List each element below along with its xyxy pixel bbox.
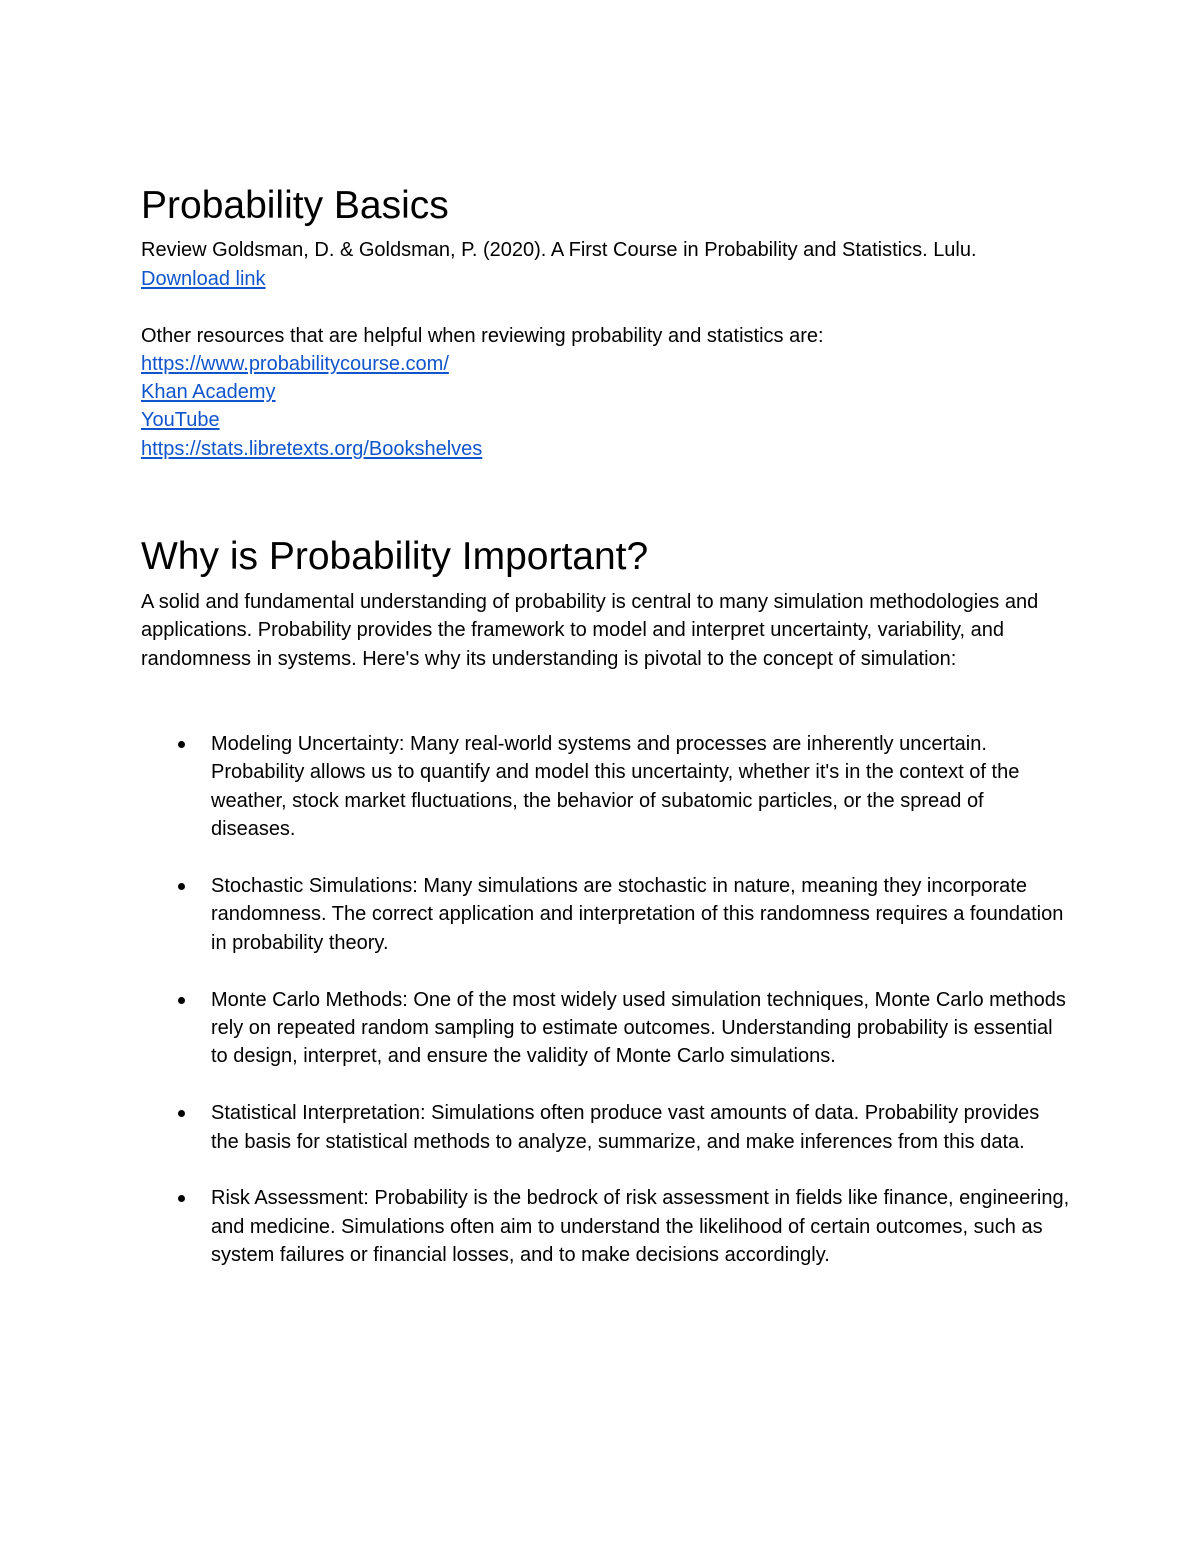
download-link-line: [141, 265, 266, 293]
bullet-icon: [178, 1195, 185, 1202]
list-item-text: Risk Assessment: Probability is the bedrock of risk assessment in fields like finance, engineering, and medicine. Simulations often aim to understand the likelihood of certain outcomes, such as system failures or financial losses, and to make decisions accordingly.: [211, 1187, 1070, 1267]
resource-link-probabilitycourse[interactable]: https://www.probabilitycourse.com/: [141, 353, 449, 375]
resource-link-youtube[interactable]: YouTube: [141, 409, 220, 431]
bullet-icon: [178, 1110, 185, 1117]
citation-text: Review Goldsman, D. & Goldsman, P. (2020). A First Course in Probability and Statistics. Lulu.: [141, 239, 977, 261]
list-item: [141, 986, 1071, 1071]
resource-link-line: [141, 406, 220, 434]
resource-link-line: [141, 378, 276, 406]
resource-link-libretexts[interactable]: https://stats.libretexts.org/Bookshelves: [141, 438, 483, 460]
resources-intro: Other resources that are helpful when reviewing probability and statistics are:: [141, 325, 824, 347]
list-item-text: Modeling Uncertainty: Many real-world systems and processes are inherently uncertain. Probability allows us to quantify and model this uncertainty, whether it's in the context of the weather, stock market fluctuations, the behavior of subatomic particles, or the spread of diseases.: [211, 733, 1020, 841]
bullet-icon: [178, 883, 185, 890]
heading-probability-basics: Probability Basics: [141, 184, 449, 227]
list-item: [141, 1184, 1071, 1269]
resource-link-khan-academy[interactable]: Khan Academy: [141, 381, 276, 403]
bullet-icon: [178, 741, 185, 748]
list-item: [141, 730, 1071, 844]
list-item-text: Statistical Interpretation: Simulations often produce vast amounts of data. Probability provides the basis for statistical methods to analyze, summarize, and make inferences from this data.: [211, 1102, 1040, 1153]
download-link[interactable]: Download link: [141, 268, 266, 290]
list-item-text: Stochastic Simulations: Many simulations are stochastic in nature, meaning they incorporate randomness. The correct application and interpretation of this randomness requires a foundation in probability theory.: [211, 875, 1064, 954]
resource-link-line: [141, 435, 482, 463]
list-item-text: Monte Carlo Methods: One of the most widely used simulation techniques, Monte Carlo methods rely on repeated random sampling to estimate outcomes. Understanding probability is essential to design, interpret, and ensure the validity of Monte Carlo simulations.: [211, 988, 1066, 1068]
bullet-icon: [178, 997, 185, 1004]
list-item: [141, 1099, 1071, 1156]
reasons-list: [141, 730, 1081, 1298]
list-item: [141, 872, 1071, 957]
resource-link-line: [141, 350, 449, 378]
intro-paragraph: A solid and fundamental understanding of probability is central to many simulation methodologies and applications. Probability provides the framework to model and interpret uncertainty, variability, and randomness in systems. Here's why its understanding is pivotal to the concept of simulation:: [141, 591, 1039, 670]
heading-why-probability-important: Why is Probability Important?: [141, 535, 649, 578]
